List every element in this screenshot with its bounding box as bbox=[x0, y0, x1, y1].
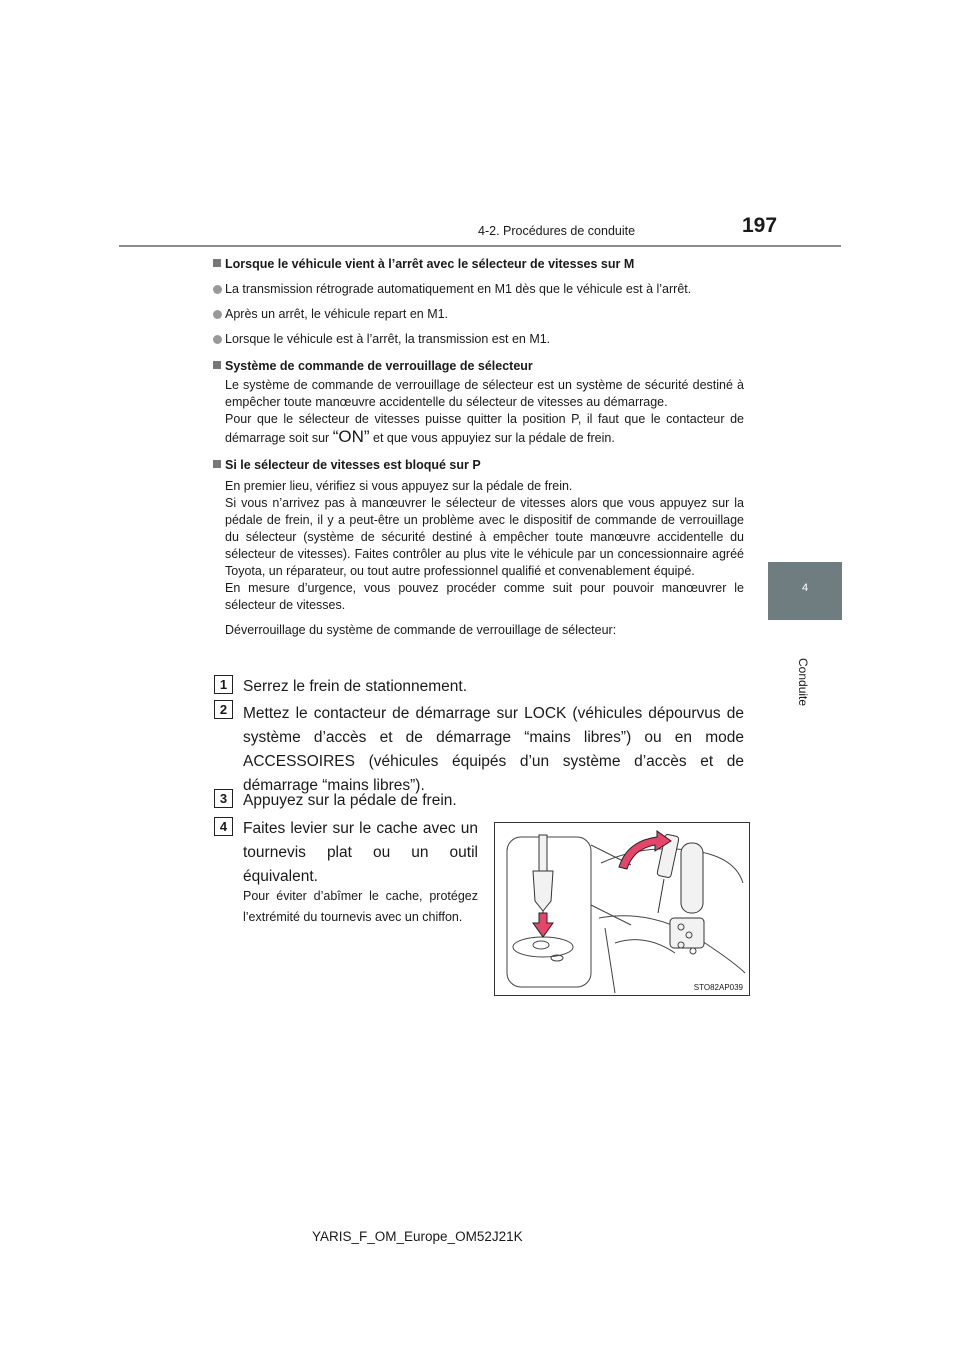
figure-code: STO82AP039 bbox=[693, 983, 743, 992]
bullet-dot-icon bbox=[213, 310, 222, 319]
header-rule bbox=[119, 245, 841, 247]
section-heading: Si le sélecteur de vitesses est bloqué sur P bbox=[213, 457, 744, 474]
chapter-label: Conduite bbox=[796, 658, 810, 707]
paragraph: En premier lieu, vérifiez si vous appuyez sur la pédale de frein. bbox=[225, 479, 573, 493]
square-bullet-icon bbox=[213, 361, 221, 369]
step-note: Pour éviter d’abîmer le cache, protégez l’extrémité du tournevis avec un chiffon. bbox=[243, 889, 478, 924]
square-bullet-icon bbox=[213, 259, 221, 267]
shift-lock-release-illustration bbox=[495, 823, 750, 996]
paragraph: En mesure d’urgence, vous pouvez procéder comme suit pour pouvoir manœuvrer le sélecteur de vitesses. bbox=[225, 581, 744, 612]
paragraph: Si vous n’arrivez pas à manœuvrer le sélecteur de vitesses alors que vous appuyez sur la pédale de frein, il y a peut-être un problème avec le dispositif de commande de verrouillage du sélecteur (système de sécurité destiné à empêcher toute manœuvre accidentelle du sélecteur de vitesses). Faites contrôler au plus vite le véhicule par un concessionnaire agréé Toyota, un réparateur, ou tout autre professionnel qualifié et convenablement équipé. bbox=[225, 496, 744, 578]
bullet-item: Lorsque le véhicule est à l’arrêt, la transmission est en M1. bbox=[213, 331, 744, 348]
chapter-tab[interactable] bbox=[768, 562, 842, 620]
step-text: Serrez le frein de stationnement. bbox=[243, 678, 468, 695]
step-text: Faites levier sur le cache avec un tournevis plat ou un outil équivalent. bbox=[243, 820, 478, 885]
bullet-dot-icon bbox=[213, 335, 222, 344]
bullet-dot-icon bbox=[213, 285, 222, 294]
section-heading: Système de commande de verrouillage de sélecteur bbox=[213, 358, 744, 375]
header-section: 4-2. Procédures de conduite bbox=[478, 224, 636, 238]
bullet-item: Après un arrêt, le véhicule repart en M1. bbox=[213, 306, 744, 323]
step-number: 2 bbox=[214, 700, 233, 719]
paragraph: Pour que le sélecteur de vitesses puisse quitter la position P, il faut que le contacteur de démarrage soit sur “ON” et que vous appuyiez sur la pédale de frein. bbox=[225, 412, 744, 446]
step-number: 1 bbox=[214, 675, 233, 694]
paragraph: Le système de commande de verrouillage de sélecteur est un système de sécurité destiné à empêcher toute manœuvre accidentelle du sélecteur de vitesses au démarrage. bbox=[225, 378, 744, 409]
chapter-tab-number: 4 bbox=[801, 582, 809, 594]
step-text: Mettez le contacteur de démarrage sur LOCK (véhicules dépourvus de système d’accès et de démarrage “mains libres”) ou en mode ACCESSOIRES (véhicules équipés d’un système d’accès et de démarrage “mains libres”). bbox=[243, 705, 744, 794]
section-heading: Lorsque le véhicule vient à l’arrêt avec le sélecteur de vitesses sur M bbox=[213, 256, 744, 273]
step-number: 4 bbox=[214, 817, 233, 836]
paragraph: Déverrouillage du système de commande de verrouillage de sélecteur: bbox=[225, 623, 617, 637]
square-bullet-icon bbox=[213, 460, 221, 468]
illustration-figure bbox=[494, 822, 750, 996]
step-text: Appuyez sur la pédale de frein. bbox=[243, 792, 457, 809]
bullet-item: La transmission rétrograde automatiquement en M1 dès que le véhicule est à l’arrêt. bbox=[213, 281, 744, 298]
page-number: 197 bbox=[742, 214, 778, 237]
footer-code: YARIS_F_OM_Europe_OM52J21K bbox=[312, 1229, 523, 1244]
content bbox=[213, 256, 744, 639]
step-number: 3 bbox=[214, 789, 233, 808]
